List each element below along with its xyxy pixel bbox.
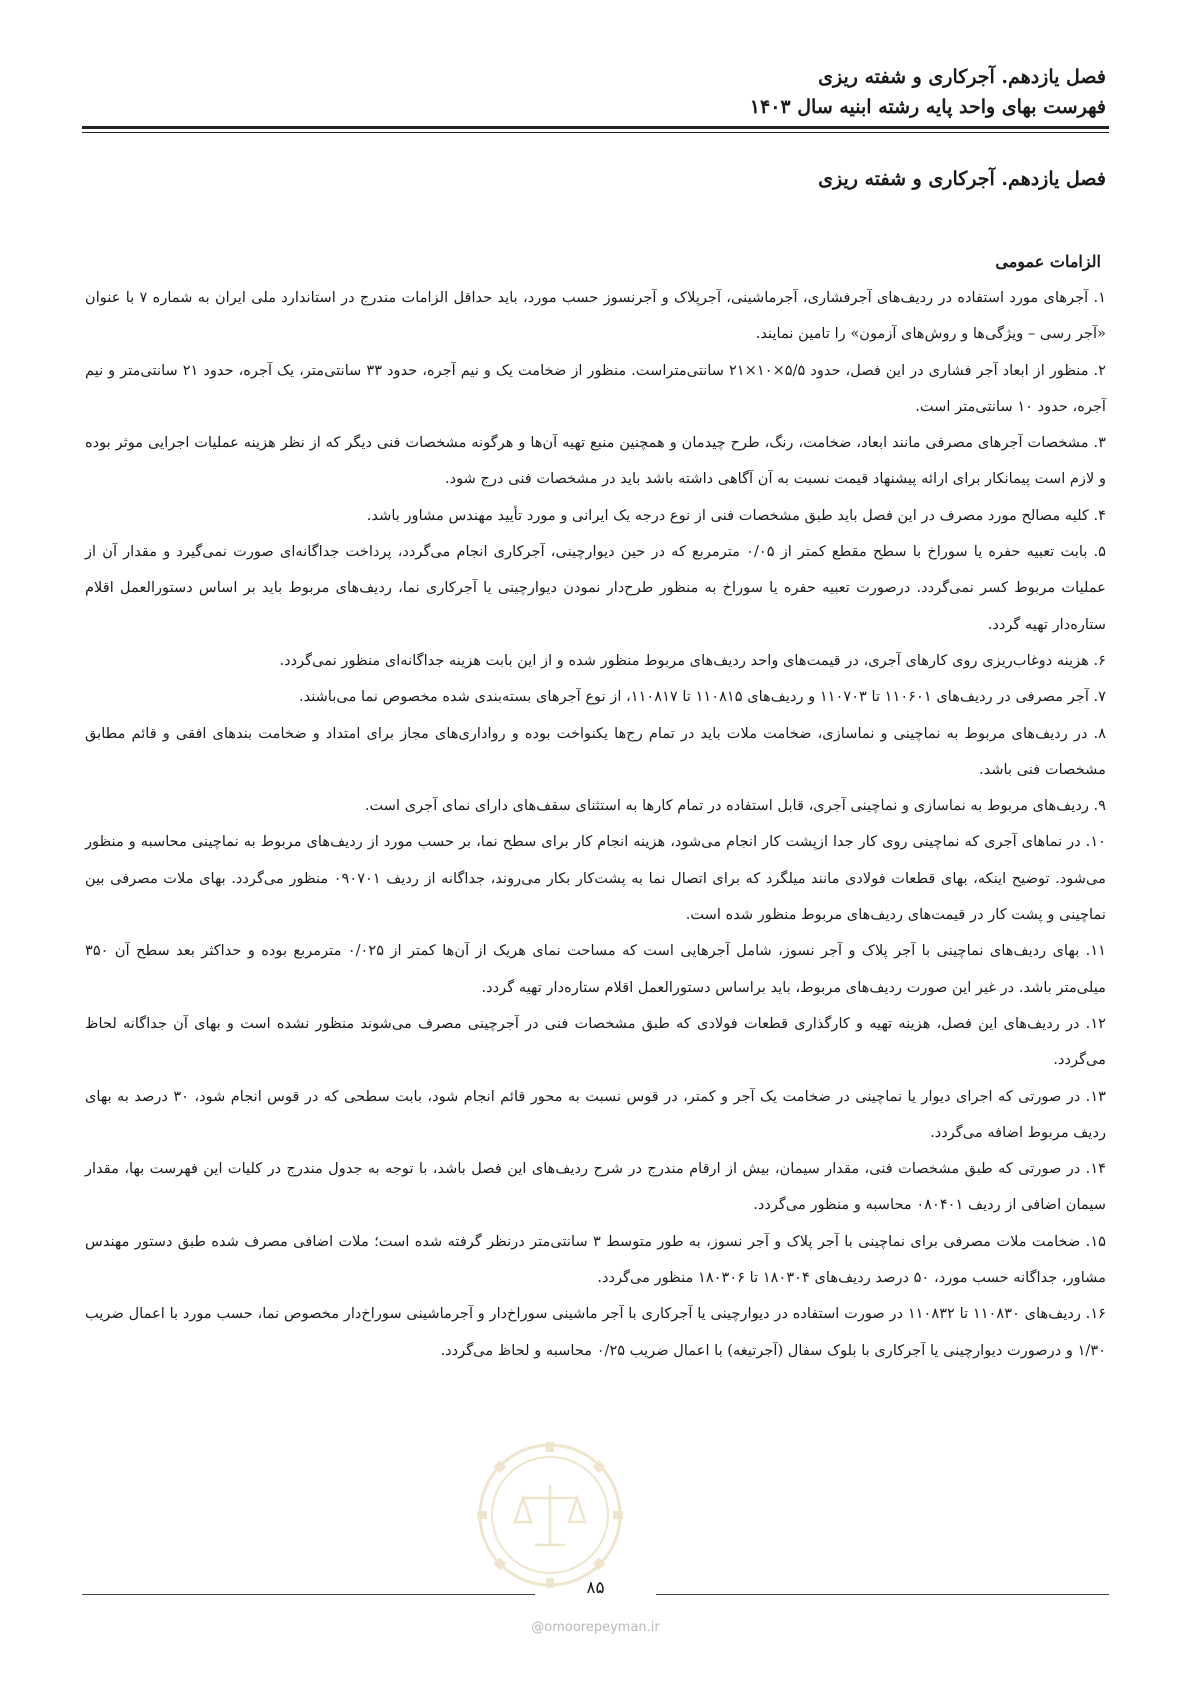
paragraph-9: ۹. ردیف‌های مربوط به نماسازی و نماچینی آجری، قابل استفاده در تمام کارها به استثنای سقف‌های دارای نمای آجری است. [364, 797, 1106, 815]
paragraph-1: ۱. آجرهای مورد استفاده در ردیف‌های آجرفشاری، آجرماشینی، آجرپلاک و آجرنسوز حسب مورد، باید حداقل الزامات مندرج در استاندارد ملی ایران به شماره ۷ با عنوان «آجر رسی – ویژگی‌ها و روش‌های آزمون» را تامین نمایند. [85, 289, 1106, 343]
chapter-title: فصل یازدهم. آجرکاری و شفته ریزی [818, 168, 1106, 190]
paragraph-14: ۱۴. در صورتی که طبق مشخصات فنی، مقدار سیمان، بیش از ارقام مندرج در شرح ردیف‌های این فصل باشد، با توجه به جدول مندرج در کلیات این فهرست بها، مقدار سیمان اضافی از ردیف ۰۸۰۴۰۱ محاسبه و منظور می‌گردد. [85, 1160, 1106, 1214]
paragraph-12: ۱۲. در ردیف‌های این فصل، هزینه تهیه و کارگذاری قطعات فولادی که طبق مشخصات فنی در آجرچینی مصرف می‌شوند منظور نشده است و بهای آن جداگانه لحاظ می‌گردد. [85, 1014, 1107, 1069]
header-chapter-title: فصل یازدهم. آجرکاری و شفته ریزی [818, 66, 1106, 88]
paragraph-7: ۷. آجر مصرفی در ردیف‌های ۱۱۰۶۰۱ تا ۱۱۰۷۰۳ و ردیف‌های ۱۱۰۸۱۵ تا ۱۱۰۸۱۷، از نوع آجرهای بسته‌بندی شده مخصوص نما می‌باشند. [298, 688, 1106, 706]
header-rule-thick [82, 126, 1109, 129]
body-text [85, 280, 1106, 1369]
section-heading: الزامات عمومی [995, 252, 1101, 271]
paragraph-4: ۴. کلیه مصالح مورد مصرف در این فصل باید طبق مشخصات فنی از نوع درجه یک ایرانی و مورد تأیید مهندس مشاور باشد. [366, 506, 1106, 524]
paragraph-5: ۵. بابت تعبیه حفره یا سوراخ با سطح مقطع کمتر از ۰/۰۵ مترمربع که در حین دیوارچینی، آجرکاری انجام می‌گردد، پرداخت جداگانه‌ای صورت نمی‌گیرد و مقدار آن از عملیات مربوط کسر نمی‌گردد. درصورت تعبیه حفره یا سوراخ به منظور طرح‌دار نمودن دیوارچینی یا آجرکاری نما، ردیف‌های مربوط باید بر اساس دستورالعمل اقلام ستاره‌دار تهیه گردد. [85, 543, 1106, 633]
paragraph-10: ۱۰. در نماهای آجری که نماچینی روی کار جدا ازپشت کار انجام می‌شود، هزینه انجام کار برای سطح نما، بر حسب مورد از ردیف‌های مربوط به نماچینی محاسبه و منظور می‌شود. توضیح اینکه، بهای قطعات فولادی مانند میلگرد که برای اتصال نما به پشت‌کار بکار می‌روند، جداگانه از ردیف ۰۹۰۷۰۱ منظور می‌گردد. بهای ملات مصرفی بین نماچینی و پشت کار در قیمت‌های ردیف‌های مربوط منظور شده است. [85, 833, 1106, 924]
paragraph-15: ۱۵. ضخامت ملات مصرفی برای نماچینی با آجر پلاک و آجر نسوز، به طور متوسط ۳ سانتی‌متر درنظر گرفته شده است؛ ملات اضافی مصرف شده طبق دستور مهندس مشاور، جداگانه حسب مورد، ۵۰ درصد ردیف‌های ۱۸۰۳۰۴ تا ۱۸۰۳۰۶ منظور می‌گردد. [85, 1232, 1106, 1287]
header-rule-thin [82, 132, 1109, 133]
paragraph-16: ۱۶. ردیف‌های ۱۱۰۸۳۰ تا ۱۱۰۸۳۲ در صورت استفاده در دیوارچینی یا آجرکاری با آجر ماشینی سوراخ‌دار و آجرماشینی سوراخ‌دار مخصوص نما، حسب مورد با اعمال ضریب ۱/۳۰ و درصورت دیوارچینی یا آجرکاری با بلوک سفال (آجرتیغه) با اعمال ضریب ۰/۲۵ محاسبه و لحاظ می‌گردد. [85, 1305, 1106, 1359]
site-watermark-text: @omoorepeyman.ir [531, 1620, 660, 1635]
running-header [85, 62, 1106, 122]
page-number: ۸۵ [586, 1578, 605, 1598]
paragraph-8: ۸. در ردیف‌های مربوط به نماچینی و نماسازی، ضخامت ملات باید در تمام رج‌ها یکنواخت بوده و رواداری‌های مجاز برای امتداد و ضخامت بندهای افقی و قائم مطابق مشخصات فنی باشد. [85, 724, 1106, 778]
paragraph-2: ۲. منظور از ابعاد آجر فشاری در این فصل، حدود ۵/۵×۱۰×۲۱ سانتی‌متراست. منظور از ضخامت یک و نیم آجره، حدود ۳۳ سانتی‌متر، یک آجره، حدود ۲۱ سانتی‌متر و نیم آجره، حدود ۱۰ سانتی‌متر است. [85, 361, 1106, 415]
paragraph-6: ۶. هزینه دوغاب‌ریزی روی کارهای آجری، در قیمت‌های واحد ردیف‌های مربوط منظور شده و از این بابت هزینه جداگانه‌ای منظور نمی‌گردد. [279, 651, 1106, 669]
paragraph-11: ۱۱. بهای ردیف‌های نماچینی با آجر پلاک و آجر نسوز، شامل آجرهایی است که مساحت نمای هریک از آن‌ها کمتر از ۰/۰۲۵ مترمربع بوده و حداکثر بعد سطح آن ۳۵۰ میلی‌متر باشد. در غیر این صورت ردیف‌های مربوط، باید براساس دستورالعمل اقلام ستاره‌دار تهیه گردد. [85, 942, 1106, 996]
paragraph-3: ۳. مشخصات آجرهای مصرفی مانند ابعاد، ضخامت، رنگ، طرح چیدمان و همچنین منبع تهیه آن‌ها و هرگونه مشخصات فنی دیگر که از نظر هزینه عملیات اجرایی موثر بوده و لازم است پیمانکار برای ارائه پیشنهاد قیمت نسبت به آن آگاهی داشته باشد باید در مشخصات فنی درج شود. [85, 434, 1106, 488]
seal-watermark-icon [475, 1440, 625, 1590]
header-catalog-title: فهرست بهای واحد پایه رشته ابنیه سال ۱۴۰۳ [749, 96, 1106, 118]
paragraph-13: ۱۳. در صورتی که اجرای دیوار یا نماچینی در ضخامت یک آجر و کمتر، در قوس نسبت به محور قائم انجام شود، بابت سطحی که در قوس انجام شود، ۳۰ درصد به بهای ردیف مربوط اضافه می‌گردد. [85, 1087, 1107, 1141]
